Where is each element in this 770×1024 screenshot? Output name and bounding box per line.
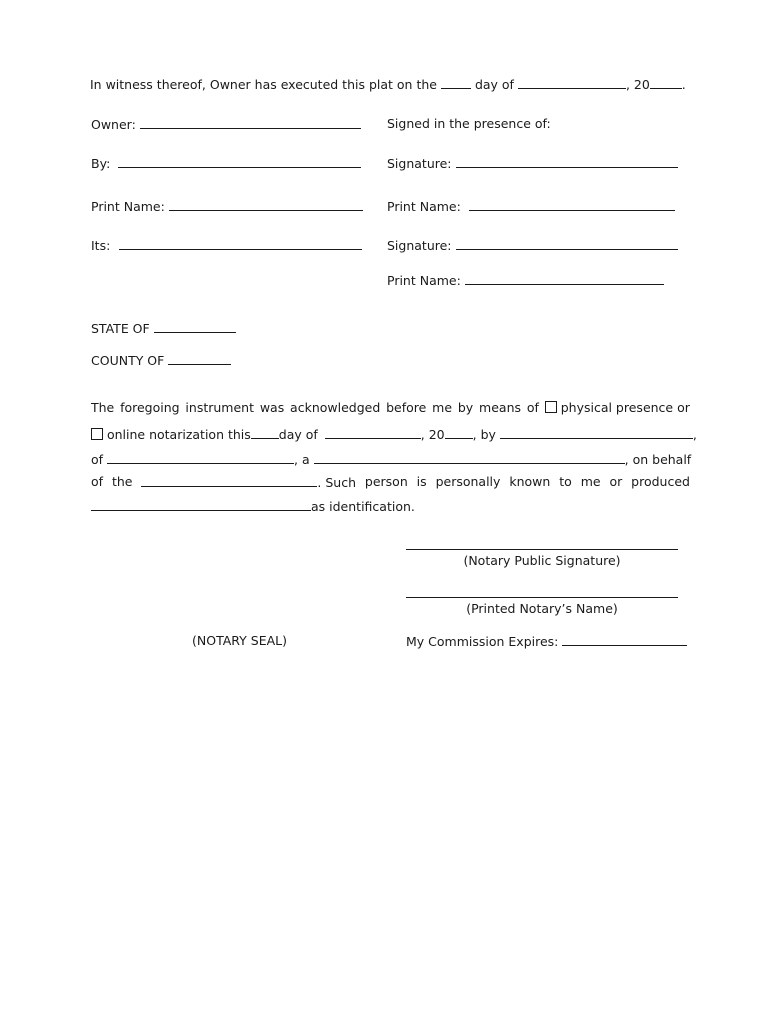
ack-word: foregoing [120, 400, 180, 415]
witness2-signature-field[interactable] [456, 237, 678, 250]
ack-word: produced [631, 474, 690, 489]
owner-field[interactable] [140, 116, 361, 129]
witness1-signature-field[interactable] [456, 155, 678, 168]
by-signature-field[interactable] [118, 155, 361, 168]
commission-expires-field[interactable] [562, 633, 687, 646]
witness1-print-name-label: Print Name: [387, 199, 461, 214]
ack-year-field[interactable] [445, 426, 473, 439]
ack-line-4 [91, 474, 690, 491]
ack-word: known [509, 474, 551, 489]
physical-presence-label: physical presence or [560, 400, 690, 415]
ack-comma-a: , a [294, 452, 310, 467]
ack-word: person [364, 474, 408, 489]
witness2-print-name-field[interactable] [465, 272, 664, 285]
owner-row [91, 116, 361, 133]
identification-field[interactable] [91, 498, 311, 511]
ack-capacity-field[interactable] [314, 451, 625, 464]
ack-day-of: day of [278, 427, 318, 442]
online-notarization-checkbox[interactable] [91, 428, 103, 440]
ack-entity-group [141, 474, 356, 491]
witness-heading: Signed in the presence of: [387, 116, 551, 131]
ack-word: personally [435, 474, 501, 489]
physical-presence-option [545, 400, 690, 416]
ack-word: of [526, 400, 539, 415]
witness2-print-name-row [387, 272, 664, 289]
ack-year-prefix: , 20 [420, 427, 445, 442]
witness1-signature-label: Signature: [387, 156, 452, 171]
owner-print-name-label: Print Name: [91, 199, 165, 214]
ack-word: to [559, 474, 572, 489]
witness1-print-name-row [387, 198, 675, 215]
witness-statement [90, 76, 686, 93]
commission-expires-label: My Commission Expires: [406, 634, 559, 649]
witness1-signature-row [387, 155, 678, 172]
ack-word: or [609, 474, 623, 489]
ack-word: instrument [185, 400, 254, 415]
ack-word: is [416, 474, 427, 489]
notary-signature-caption: (Notary Public Signature) [463, 553, 621, 568]
by-label: By: [91, 156, 111, 171]
ack-line-5 [91, 498, 415, 515]
ack-word: by [457, 400, 474, 415]
ack-word: means [479, 400, 522, 415]
witness-year-prefix: , 20 [625, 77, 650, 92]
ack-word: me [432, 400, 453, 415]
witness1-print-name-field[interactable] [469, 198, 675, 211]
ack-line-3 [91, 451, 691, 468]
ack-word: before [386, 400, 427, 415]
ack-month-field[interactable] [325, 426, 421, 439]
year-blank[interactable] [650, 76, 682, 89]
witness-period: . [681, 77, 686, 92]
its-row [91, 237, 362, 254]
county-label: COUNTY OF [91, 353, 165, 368]
by-row [91, 155, 361, 172]
notary-seal-label: (NOTARY SEAL) [192, 633, 288, 648]
state-label: STATE OF [91, 321, 150, 336]
notary-printed-name-line[interactable] [406, 597, 678, 598]
ack-line-1 [91, 400, 690, 416]
witness-day-word: day of [474, 77, 514, 92]
physical-presence-checkbox[interactable] [545, 401, 557, 413]
ack-of: of [91, 452, 104, 467]
as-identification: as identification. [311, 499, 415, 514]
notary-signature-line[interactable] [406, 549, 678, 550]
witness2-signature-label: Signature: [387, 238, 452, 253]
notary-printed-name-caption: (Printed Notary’s Name) [466, 601, 618, 616]
witness-prefix: In witness thereof, Owner has executed this plat on the [90, 77, 437, 92]
its-label: Its: [91, 238, 111, 253]
ack-person-name-field[interactable] [500, 426, 693, 439]
ack-of-field[interactable] [107, 451, 294, 464]
ack-line-2 [91, 426, 697, 443]
commission-expires-row [406, 633, 687, 650]
owner-label: Owner: [91, 117, 136, 132]
its-title-field[interactable] [119, 237, 362, 250]
day-blank[interactable] [441, 76, 471, 89]
state-field[interactable] [154, 320, 236, 333]
ack-on-behalf: , on behalf [624, 452, 692, 467]
ack-word: The [91, 400, 115, 415]
owner-print-name-field[interactable] [169, 198, 363, 211]
ack-entity-field[interactable] [141, 474, 317, 487]
owner-print-name-row [91, 198, 363, 215]
online-notarization-label: online notarization this [106, 427, 251, 442]
ack-word: . Such [317, 475, 356, 490]
ack-word: of [91, 474, 104, 489]
ack-day-field[interactable] [251, 426, 279, 439]
ack-word: was [259, 400, 285, 415]
ack-word: the [111, 474, 133, 489]
witness2-print-name-label: Print Name: [387, 273, 461, 288]
month-blank[interactable] [518, 76, 626, 89]
county-field[interactable] [168, 352, 231, 365]
ack-by: , by [472, 427, 496, 442]
county-row [91, 352, 231, 369]
ack-comma: , [692, 427, 697, 442]
state-row [91, 320, 236, 337]
ack-word: acknowledged [290, 400, 381, 415]
witness2-signature-row [387, 237, 678, 254]
ack-word: me [580, 474, 601, 489]
